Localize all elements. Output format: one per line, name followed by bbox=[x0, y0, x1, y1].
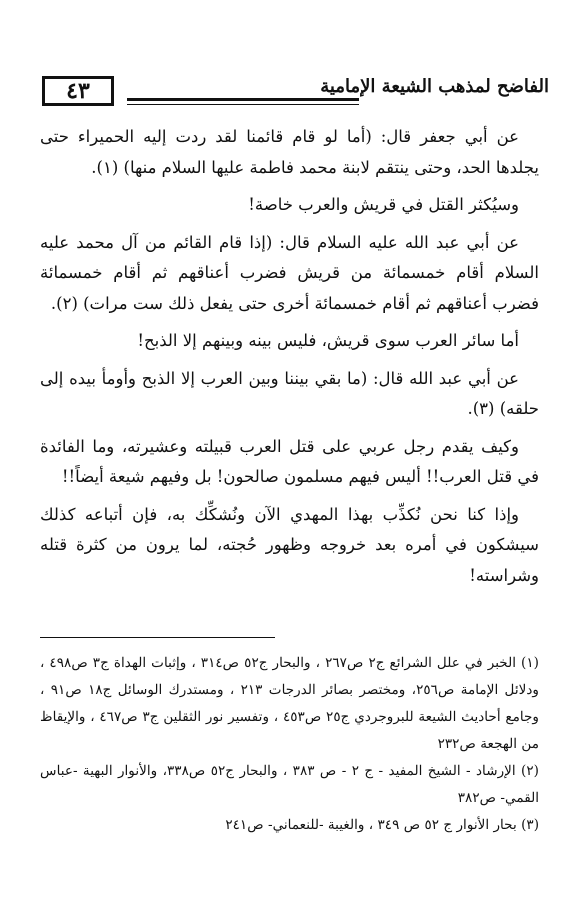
running-title: الفاضح لمذهب الشيعة الإمامية bbox=[320, 76, 549, 97]
paragraph: عن أبي عبد الله عليه السلام قال: (إذا قام القائم من آل محمد عليه السلام أقام خمسمائة من قريش فضرب أعناقهم ثم أقام خمسمائة فضرب أعناقهم ثم أقام خمسمائة أخرى حتى يفعل ذلك ست مرات) (٢). bbox=[40, 232, 539, 313]
footnote: (٣) بحار الأنوار ج ٥٢ ص ٣٤٩ ، والغيبة -للنعماني- ص٢٤١ bbox=[225, 817, 539, 833]
paragraph: وكيف يقدم رجل عربي على قتل العرب قبيلته وعشيرته، وما الفائدة في قتل العرب!! أليس فيهم مسلمون صالحون! بل وفيهم شيعة أيضاً!! bbox=[40, 436, 539, 486]
footnote-separator bbox=[40, 637, 275, 638]
paragraph: وإذا كنا نحن نُكذِّب بهذا المهدي الآن ونُشكِّك به، فإن أتباعه كذلك سيشكون في أمره بعد خروجه وظهور حُجته، لما يرون من كثرة قتله وشراسته! bbox=[40, 504, 539, 585]
paragraph: عن أبي جعفر قال: (أما لو قام قائمنا لقد ردت إليه الحميراء حتى يجلدها الحد، وحتى ينتقم لابنة محمد فاطمة عليها السلام منها) (١). bbox=[40, 127, 539, 177]
paragraph: أما سائر العرب سوى قريش، فليس بينه وبينهم إلا الذبح! bbox=[137, 331, 519, 350]
footnotes bbox=[40, 650, 539, 839]
footnote: (١) الخبر في علل الشرائع ج٢ ص٢٦٧ ، والبحار ج٥٢ ص٣١٤ ، وإثبات الهداة ج٣ ص٤٩٨ ، ودلائل الإمامة ص٢٥٦، ومختصر بصائر الدرجات ٢١٣ ، ومستدرك الوسائل ج١٨ ص٩١ ، وجامع أحاديث الشيعة للبروجردي ج٢٥ ص٤٥٣ ، وتفسير نور الثقلين ج٣ ص٤٦٧ ، والإيقاظ من الهجعة ص٢٣٢ bbox=[40, 655, 539, 752]
header-rule-thin bbox=[127, 104, 359, 105]
paragraph: عن أبي عبد الله قال: (ما بقي بيننا وبين العرب إلا الذبح وأومأ بيده إلى حلقه) (٣). bbox=[40, 368, 539, 418]
main-text bbox=[40, 122, 539, 598]
header-rule bbox=[127, 98, 359, 101]
footnote: (٢) الإرشاد - الشيخ المفيد - ج ٢ - ص ٣٨٣ ، والبحار ج٥٢ ص٣٣٨، والأنوار البهية -عباس القمي- ص٣٨٢ bbox=[40, 763, 539, 806]
paragraph: وسيُكثر القتل في قريش والعرب خاصة! bbox=[248, 195, 519, 214]
page-header bbox=[22, 60, 549, 106]
page-number: ٤٣ bbox=[42, 76, 114, 106]
